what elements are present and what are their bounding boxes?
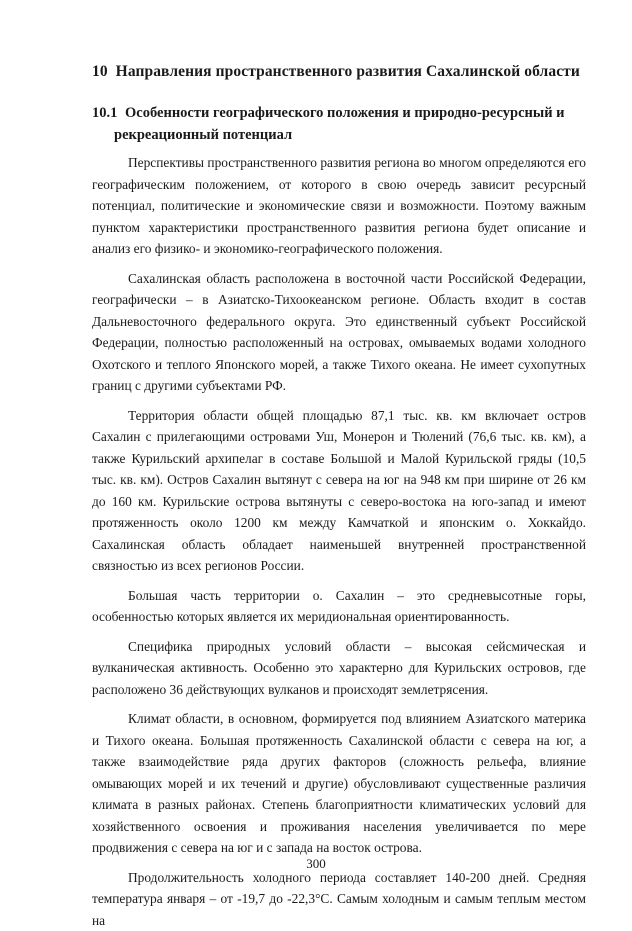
paragraph: Большая часть территории о. Сахалин – это средневысотные горы, особенностью которых является их меридиональная ориентированность. [92,585,586,628]
paragraph: Сахалинская область расположена в восточной части Российской Федерации, географически – в Азиатско-Тихоокеанском регионе. Область входит в состав Дальневосточного федерального округа. Это единственный субъект Российской Федерации, полностью расположенный на островах, омываемых водами холодного Охотского и теплого Японского морей, а также Тихого океана. Не имеет сухопутных границ с другими субъектами РФ. [92,268,586,397]
chapter-title: Направления пространственного развития Сахалинской области [116,63,580,80]
paragraph: Специфика природных условий области – высокая сейсмическая и вулканическая активность. Особенно это характерно для Курильских островов, где расположено 36 действующих вулканов и происходят землетрясения. [92,636,586,701]
page-number: 300 [0,856,632,872]
section-number: 10.1 [92,105,117,121]
paragraph: Перспективы пространственного развития региона во многом определяются его географическим положением, от которого в свою очередь зависит ресурсный потенциал, политические и экономические связи и возможности. Поэтому важным пунктом характеристики пространственного развития региона будет описание и анализ его физико- и экономико-географического положения. [92,152,586,260]
section-heading [92,102,586,146]
paragraph: Территория области общей площадью 87,1 тыс. кв. км включает остров Сахалин с прилегающими островами Уш, Монерон и Тюлений (76,6 тыс. кв. км), а также Курильский архипелаг в составе Большой и Малой Курильской гряды (10,5 тыс. кв. км). Остров Сахалин вытянут с севера на юг на 948 км при ширине от 26 км до 160 км. Курильские острова вытянуты с северо-востока на юго-запад и имеют протяженность около 1200 км между Камчаткой и японским о. Хоккайдо. Сахалинская область обладает наименьшей внутренней пространственной связностью из всех регионов России. [92,405,586,577]
section-title-line2: рекреационный потенциал [92,124,586,146]
paragraph: Продолжительность холодного периода составляет 140-200 дней. Средняя температура января – от -19,7 до -22,3°С. Самым холодным и самым теплым местом на [92,867,586,931]
paragraph: Климат области, в основном, формируется под влиянием Азиатского материка и Тихого океана. Большая протяженность Сахалинской области с севера на юг, а также взаимодействие ряда других факторов (сложность рельефа, влияние омывающих морей и их течений и другие) обусловливают существенные различия климата в разных районах. Степень благоприятности климатических условий для хозяйственного освоения и проживания населения увеличивается по мере продвижения с севера на юг и с запада на восток острова. [92,708,586,859]
chapter-heading [92,62,586,82]
chapter-number: 10 [92,63,108,80]
section-title-line1: Особенности географического положения и природно-ресурсный и [125,105,565,121]
